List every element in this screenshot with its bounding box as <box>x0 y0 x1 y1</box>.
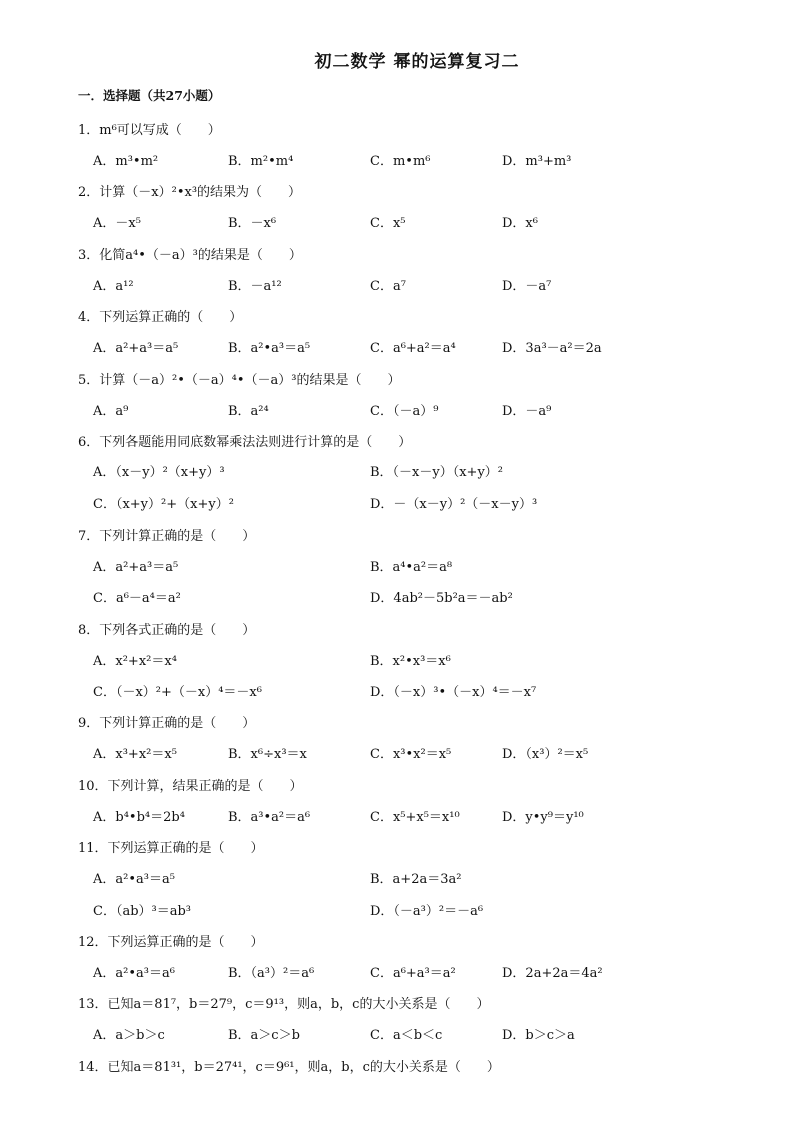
answer-option-c[interactable]: C．x⁵+x⁵＝x¹⁰ <box>370 810 460 825</box>
question-stem: 3．化简a⁴•（－a）³的结果是（ ） <box>78 248 302 263</box>
question-stem: 6．下列各题能用同底数幂乘法法则进行计算的是（ ） <box>78 435 412 450</box>
answer-option-d[interactable]: D．x⁶ <box>502 216 538 231</box>
answer-option-b[interactable]: B．a＞c＞b <box>228 1028 300 1043</box>
question-stem: 4．下列运算正确的（ ） <box>78 310 243 325</box>
answer-option-b[interactable]: B．a²•a³＝a⁵ <box>228 341 311 356</box>
answer-option-b[interactable]: B．a⁴•a²＝a⁸ <box>370 560 453 575</box>
answer-option-d[interactable]: D．y•y⁹＝y¹⁰ <box>502 810 584 825</box>
question-stem: 2．计算（－x）²•x³的结果为（ ） <box>78 185 302 200</box>
answer-option-c[interactable]: C．x³•x²＝x⁵ <box>370 747 452 762</box>
answer-option-c[interactable]: C．m•m⁶ <box>370 154 431 169</box>
answer-option-d[interactable]: D．m³+m³ <box>502 154 572 169</box>
answer-option-a[interactable]: A．（x－y）²（x+y）³ <box>93 465 225 480</box>
answer-option-d[interactable]: D．－a⁷ <box>502 279 552 294</box>
answer-option-c[interactable]: C．x⁵ <box>370 216 406 231</box>
answer-option-d[interactable]: D．（－a³）²＝－a⁶ <box>370 904 484 919</box>
answer-option-c[interactable]: C．a＜b＜c <box>370 1028 443 1043</box>
answer-option-a[interactable]: A．a¹² <box>93 279 134 294</box>
answer-option-b[interactable]: B．（－x－y）（x+y）² <box>370 465 504 480</box>
answer-option-c[interactable]: C．a⁶－a⁴＝a² <box>93 591 181 606</box>
answer-option-c[interactable]: C．a⁶+a³＝a² <box>370 966 456 981</box>
answer-option-d[interactable]: D．2a+2a＝4a² <box>502 966 603 981</box>
answer-option-b[interactable]: B．x²•x³＝x⁶ <box>370 654 451 669</box>
answer-option-d[interactable]: D．3a³－a²＝2a <box>502 341 602 356</box>
answer-option-a[interactable]: A．m³•m² <box>93 154 159 169</box>
answer-option-b[interactable]: B．（a³）²＝a⁶ <box>228 966 315 981</box>
question-stem: 14．已知a＝81³¹，b＝27⁴¹，c＝9⁶¹，则a，b，c的大小关系是（ ） <box>78 1060 500 1075</box>
question-stem: 7．下列计算正确的是（ ） <box>78 529 256 544</box>
answer-option-a[interactable]: A．x²+x²＝x⁴ <box>93 654 177 669</box>
answer-option-c[interactable]: C．（x+y）²+（x+y）² <box>93 497 234 512</box>
question-stem: 12．下列运算正确的是（ ） <box>78 935 264 950</box>
answer-option-b[interactable]: B．a²⁴ <box>228 404 269 419</box>
question-stem: 11．下列运算正确的是（ ） <box>78 841 264 856</box>
answer-option-a[interactable]: A．a²+a³＝a⁵ <box>93 341 179 356</box>
answer-option-b[interactable]: B．a³•a²＝a⁶ <box>228 810 311 825</box>
page-title: 初二数学 幂的运算复习二 <box>314 52 520 72</box>
answer-option-d[interactable]: D．4ab²－5b²a＝－ab² <box>370 591 513 606</box>
answer-option-d[interactable]: D．－a⁹ <box>502 404 552 419</box>
question-stem: 13．已知a＝81⁷，b＝27⁹，c＝9¹³，则a，b，c的大小关系是（ ） <box>78 997 490 1012</box>
question-stem: 8．下列各式正确的是（ ） <box>78 623 256 638</box>
answer-option-b[interactable]: B．－x⁶ <box>228 216 277 231</box>
answer-option-b[interactable]: B．m²•m⁴ <box>228 154 294 169</box>
answer-option-b[interactable]: B．－a¹² <box>228 279 282 294</box>
answer-option-d[interactable]: D．（－x）³•（－x）⁴＝－x⁷ <box>370 685 537 700</box>
answer-option-c[interactable]: C．a⁶+a²＝a⁴ <box>370 341 456 356</box>
question-stem: 9．下列计算正确的是（ ） <box>78 716 256 731</box>
answer-option-a[interactable]: A．－x⁵ <box>93 216 141 231</box>
question-stem: 1．m⁶可以写成（ ） <box>78 123 221 138</box>
answer-option-c[interactable]: C．（ab）³＝ab³ <box>93 904 192 919</box>
answer-option-a[interactable]: A．a⁹ <box>93 404 129 419</box>
answer-option-d[interactable]: D．b＞c＞a <box>502 1028 575 1043</box>
question-stem: 5．计算（－a）²•（－a）⁴•（－a）³的结果是（ ） <box>78 373 401 388</box>
answer-option-a[interactable]: A．b⁴•b⁴＝2b⁴ <box>93 810 185 825</box>
question-stem: 10．下列计算，结果正确的是（ ） <box>78 779 303 794</box>
answer-option-a[interactable]: A．a＞b＞c <box>93 1028 165 1043</box>
answer-option-d[interactable]: D．（x³）²＝x⁵ <box>502 747 589 762</box>
answer-option-a[interactable]: A．x³+x²＝x⁵ <box>93 747 177 762</box>
answer-option-b[interactable]: B．a+2a＝3a² <box>370 872 462 887</box>
answer-option-a[interactable]: A．a²•a³＝a⁶ <box>93 966 175 981</box>
answer-option-c[interactable]: C．（－a）⁹ <box>370 404 439 419</box>
answer-option-b[interactable]: B．x⁶÷x³＝x <box>228 747 307 762</box>
section-heading: 一．选择题（共27小题） <box>78 88 221 103</box>
answer-option-c[interactable]: C．a⁷ <box>370 279 406 294</box>
answer-option-c[interactable]: C．（－x）²+（－x）⁴＝－x⁶ <box>93 685 262 700</box>
answer-option-a[interactable]: A．a²+a³＝a⁵ <box>93 560 179 575</box>
answer-option-d[interactable]: D．－（x－y）²（－x－y）³ <box>370 497 538 512</box>
answer-option-a[interactable]: A．a²•a³＝a⁵ <box>93 872 175 887</box>
